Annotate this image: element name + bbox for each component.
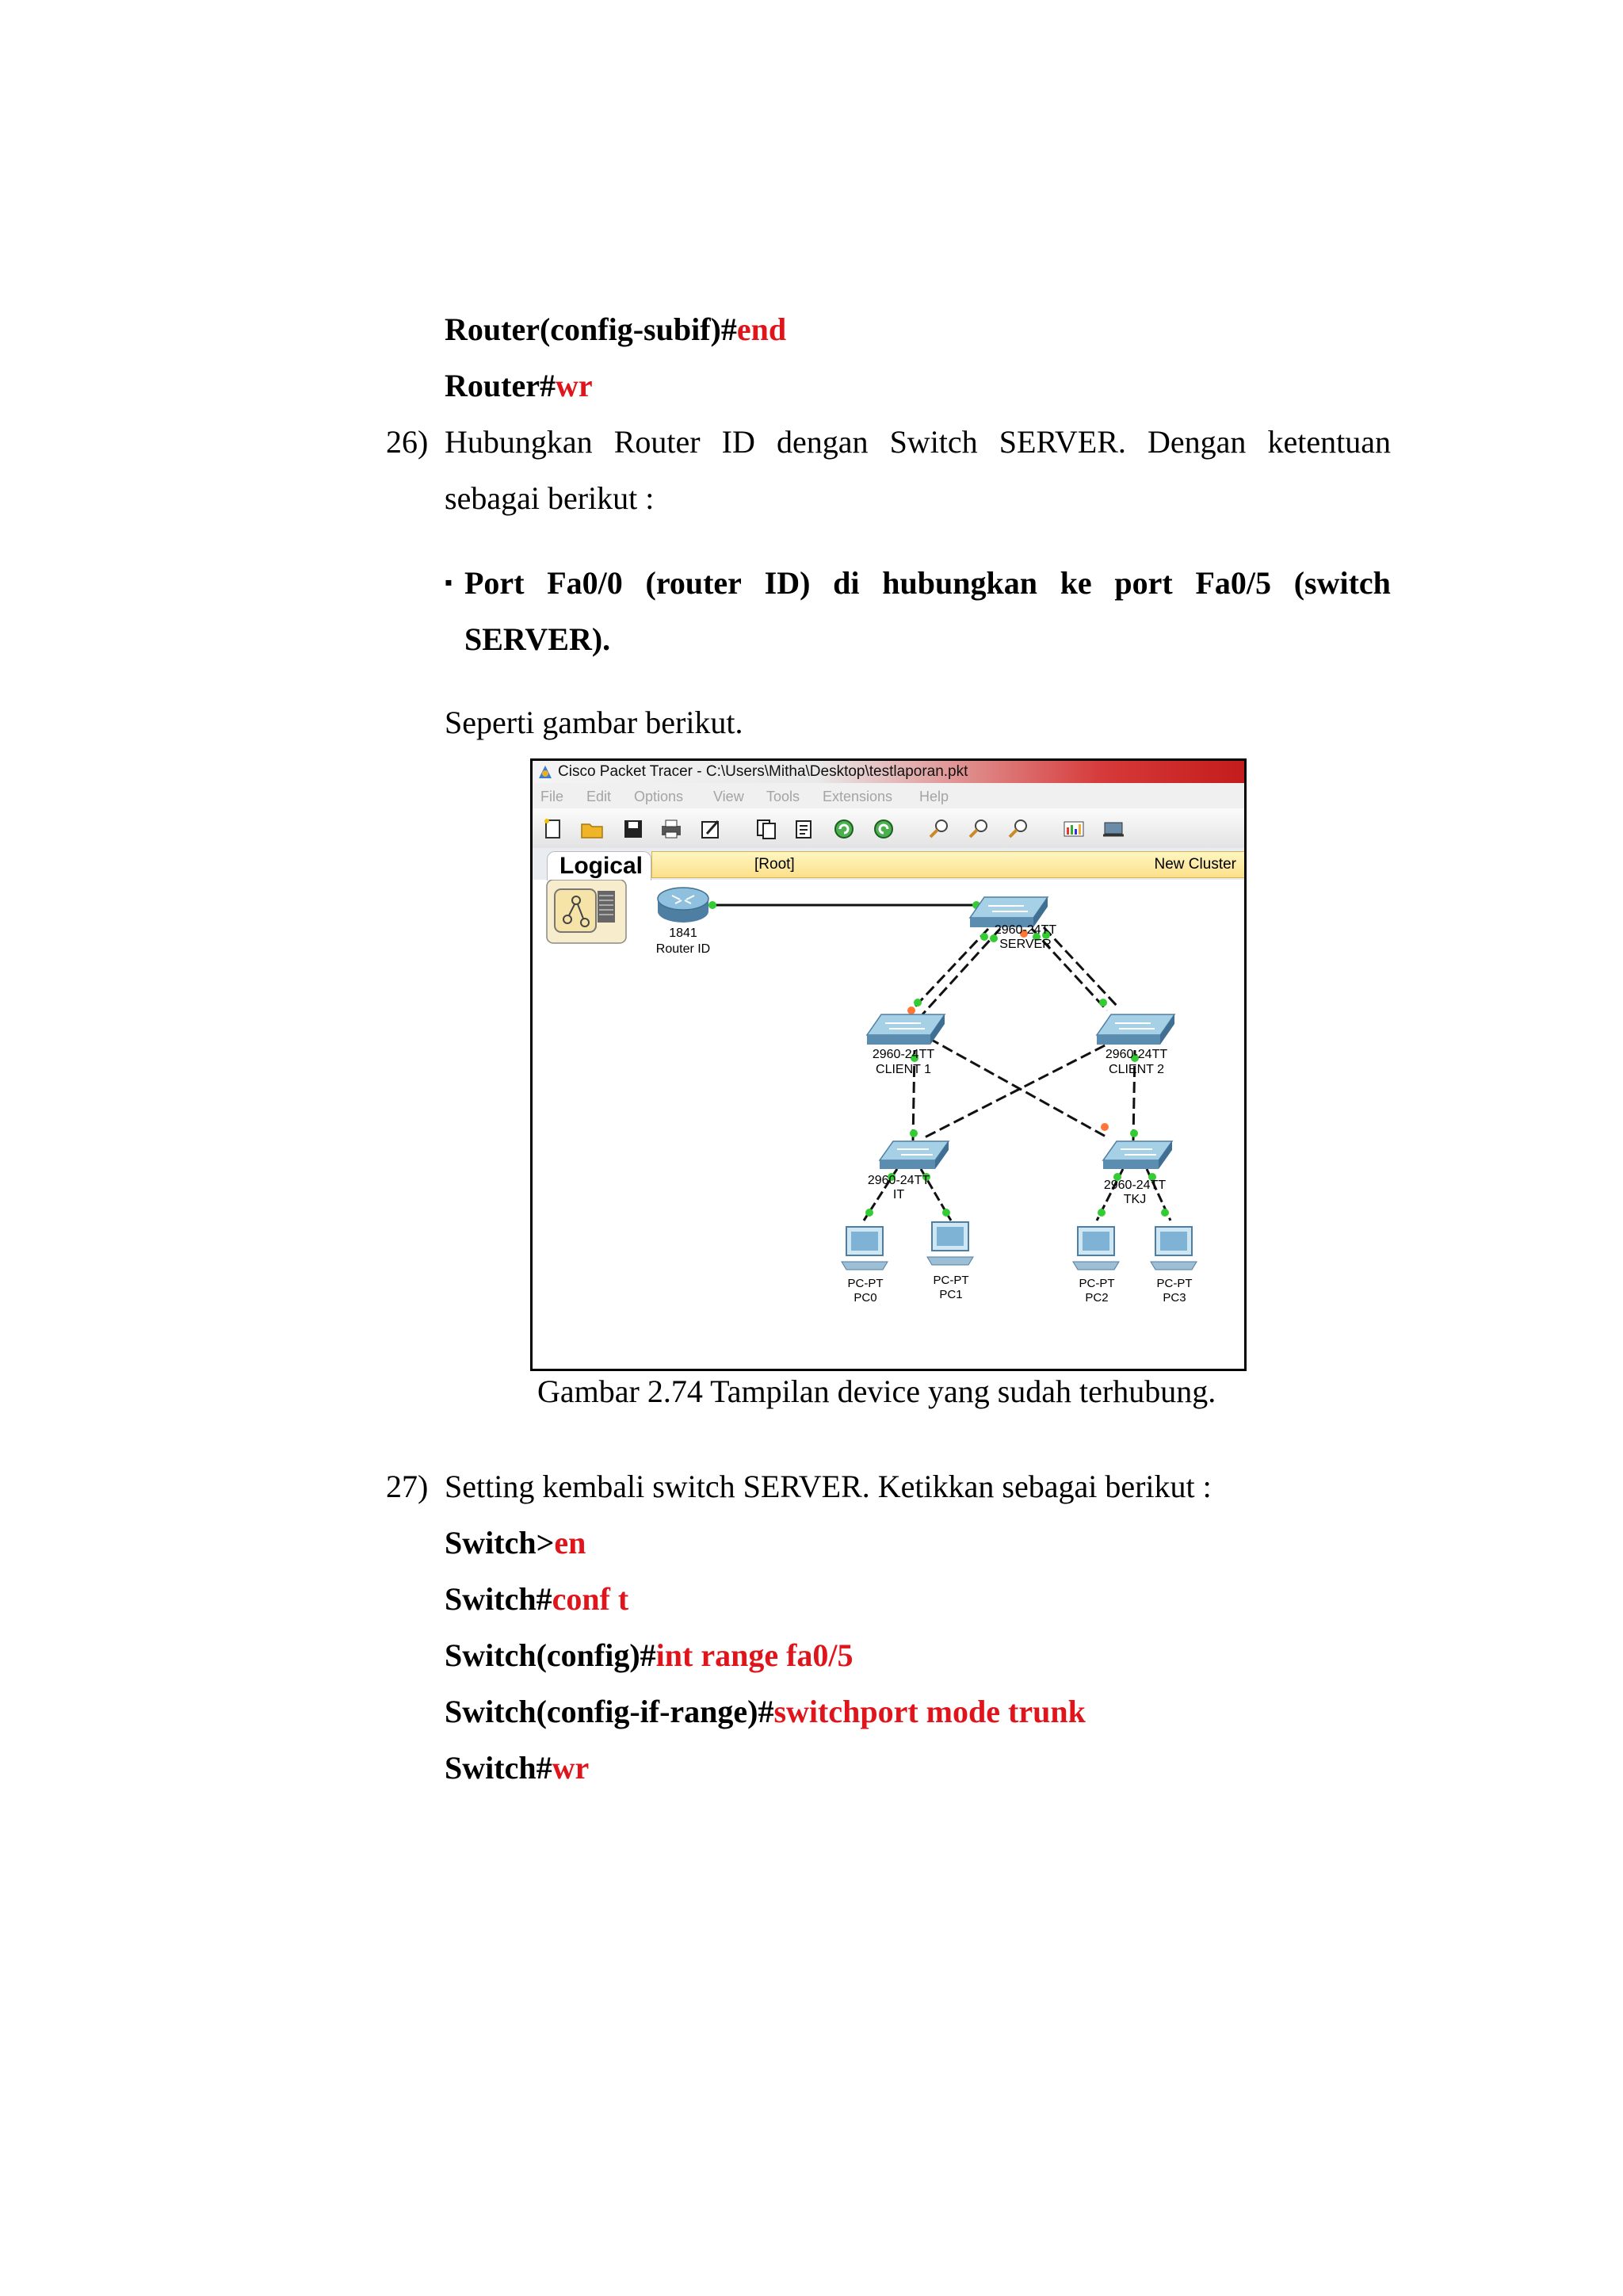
command-prefix: Router(config-subif)# — [445, 311, 737, 347]
menu-options[interactable]: Options — [634, 789, 684, 804]
command-line — [445, 1749, 589, 1787]
word: port — [1114, 565, 1173, 601]
command-prefix: Switch# — [445, 1581, 552, 1617]
pc1-icon[interactable] — [927, 1222, 973, 1265]
pc2-model-label: PC-PT — [1079, 1277, 1115, 1290]
link-lights — [708, 901, 1169, 1217]
paste-icon[interactable] — [792, 818, 816, 840]
menu-view[interactable]: View — [713, 789, 744, 804]
undo-icon[interactable] — [832, 818, 856, 840]
client2-model-label: 2960-24TT — [1105, 1048, 1168, 1061]
pc3-name-label: PC3 — [1163, 1291, 1186, 1305]
command-line — [445, 1580, 628, 1618]
word: Hubungkan — [445, 424, 593, 460]
pc1-model-label: PC-PT — [933, 1274, 969, 1287]
print-icon[interactable] — [659, 818, 683, 840]
copy-icon[interactable] — [754, 818, 778, 840]
new-file-icon[interactable] — [540, 818, 564, 840]
it-name-label: IT — [892, 1188, 905, 1201]
word: di — [833, 565, 860, 601]
step-text-line: Seperti gambar berikut. — [445, 705, 743, 740]
word: dengan — [776, 424, 869, 460]
command-prefix: Switch# — [445, 1750, 552, 1786]
word: ID) — [764, 565, 811, 601]
activity-wizard-icon[interactable] — [699, 818, 723, 840]
client2-name-label: CLIENT 2 — [1109, 1063, 1164, 1076]
menu-extensions[interactable]: Extensions — [823, 789, 893, 804]
word: Dengan — [1148, 424, 1247, 460]
pc0-icon[interactable] — [842, 1227, 888, 1270]
bullet-line-2: SERVER). — [464, 621, 611, 657]
command-keyword: switchport mode trunk — [773, 1694, 1086, 1729]
command-line — [445, 311, 786, 349]
step-text-line — [445, 423, 1391, 461]
command-line — [445, 1637, 854, 1675]
router-icon[interactable] — [658, 888, 708, 923]
zoom-in-icon[interactable] — [927, 818, 951, 840]
command-keyword: wr — [552, 1750, 590, 1786]
app-icon — [537, 764, 553, 780]
step-number: 27) — [386, 1469, 429, 1504]
bullet-line — [464, 564, 1391, 602]
pc3-icon[interactable] — [1151, 1227, 1197, 1270]
command-keyword: wr — [555, 368, 593, 403]
client1-model-label: 2960-24TT — [872, 1048, 935, 1061]
link-server-client1-b — [922, 929, 1000, 1014]
palette-icon[interactable] — [1062, 818, 1086, 840]
root-label[interactable]: [Root] — [754, 856, 795, 873]
menu-bar — [533, 783, 1244, 809]
router-model-label: 1841 — [669, 926, 697, 940]
word: hubungkan — [882, 565, 1037, 601]
custom-device-icon[interactable] — [1102, 818, 1125, 840]
word: ketentuan — [1267, 424, 1391, 460]
logical-label: Logical — [559, 853, 643, 879]
command-prefix: Switch> — [445, 1525, 555, 1561]
step-text-line: sebagai berikut : — [445, 480, 655, 516]
server-model-label: 2960-24TT — [994, 923, 1057, 937]
zoom-out-icon[interactable] — [1006, 818, 1030, 840]
tkj-model-label: 2960-24TT — [1103, 1179, 1167, 1192]
tkj-name-label: TKJ — [1123, 1193, 1147, 1206]
step-number: 26) — [386, 424, 429, 460]
server-name-label: SERVER — [999, 938, 1052, 951]
new-cluster-button[interactable]: New Cluster — [1154, 856, 1236, 873]
toolbar — [533, 808, 1244, 849]
open-folder-icon[interactable] — [580, 818, 604, 840]
command-keyword: en — [554, 1525, 586, 1561]
pc2-icon[interactable] — [1073, 1227, 1119, 1270]
pc1-name-label: PC1 — [939, 1288, 963, 1301]
command-prefix: Switch(config-if-range)# — [445, 1694, 774, 1729]
pc3-model-label: PC-PT — [1156, 1277, 1193, 1290]
it-model-label: 2960-24TT — [867, 1174, 930, 1187]
command-line — [445, 1524, 586, 1562]
packet-tracer-screenshot — [530, 758, 1247, 1371]
command-keyword: int range fa0/5 — [655, 1637, 854, 1673]
command-line — [445, 1693, 1086, 1731]
switch-client1-icon[interactable] — [867, 1014, 945, 1045]
word: Switch — [889, 424, 978, 460]
workspace-bar — [533, 848, 1244, 880]
bullet-marker: ▪ — [445, 571, 453, 595]
word: SERVER. — [999, 424, 1126, 460]
switch-client2-icon[interactable] — [1097, 1014, 1174, 1045]
window-titlebar — [533, 761, 1244, 783]
network-topology — [533, 880, 1244, 1371]
command-line — [445, 367, 593, 405]
redo-icon[interactable] — [872, 818, 896, 840]
word: Port — [464, 565, 525, 601]
command-prefix: Router# — [445, 368, 556, 403]
command-keyword: conf t — [552, 1581, 629, 1617]
step-text-line: Setting kembali switch SERVER. Ketikkan sebagai berikut : — [445, 1469, 1212, 1504]
pc0-name-label: PC0 — [854, 1291, 877, 1305]
zoom-reset-icon[interactable] — [967, 818, 991, 840]
word: Fa0/0 — [547, 565, 623, 601]
menu-tools[interactable]: Tools — [766, 789, 800, 804]
word: Fa0/5 — [1195, 565, 1271, 601]
word: (switch — [1293, 565, 1391, 601]
save-icon[interactable] — [621, 818, 645, 840]
pc2-name-label: PC2 — [1085, 1291, 1109, 1305]
command-keyword: end — [736, 311, 787, 347]
window-title: Cisco Packet Tracer - C:\Users\Mitha\Desktop\testlaporan.pkt — [558, 763, 968, 780]
switch-tkj-icon[interactable] — [1103, 1141, 1172, 1169]
router-name-label: Router ID — [655, 942, 711, 956]
menu-edit[interactable]: Edit — [586, 789, 612, 804]
menu-help[interactable]: Help — [919, 789, 949, 804]
pc0-model-label: PC-PT — [847, 1277, 884, 1290]
switch-it-icon[interactable] — [880, 1141, 949, 1169]
link-client2-it — [925, 1038, 1119, 1137]
word: ke — [1060, 565, 1092, 601]
word: ID — [721, 424, 755, 460]
figure-caption: Gambar 2.74 Tampilan device yang sudah terhubung. — [537, 1373, 1216, 1409]
link-server-client1 — [911, 929, 988, 1010]
menu-file[interactable]: File — [540, 789, 564, 804]
command-prefix: Switch(config)# — [445, 1637, 656, 1673]
client1-name-label: CLIENT 1 — [876, 1063, 931, 1076]
word: Router — [613, 424, 701, 460]
links — [711, 905, 1170, 1221]
word: (router — [645, 565, 742, 601]
link-server-client2-b — [1044, 927, 1119, 1008]
